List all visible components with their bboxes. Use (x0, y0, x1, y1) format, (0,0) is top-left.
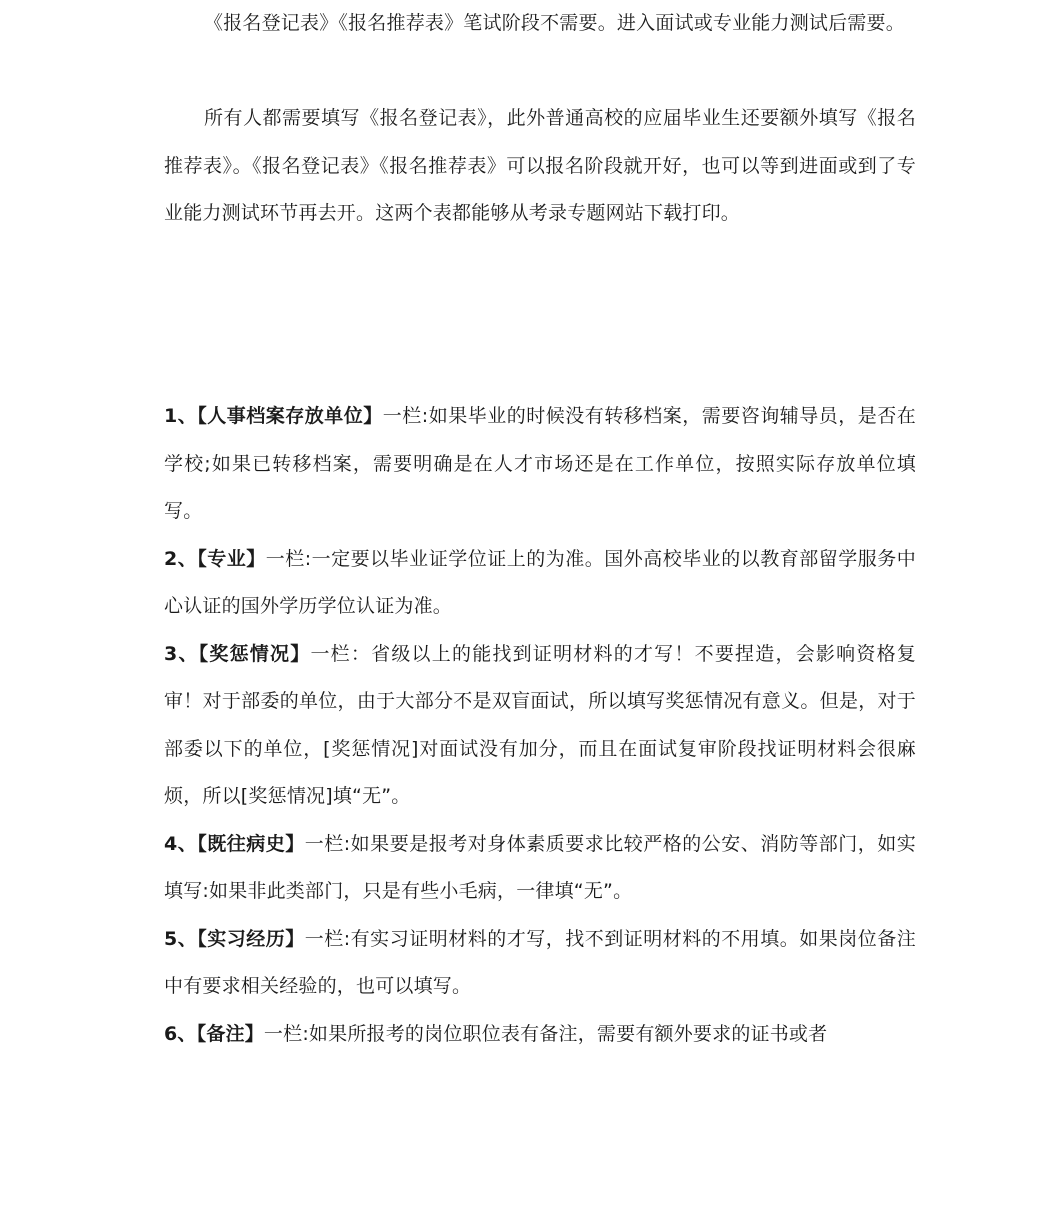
item-label: 1、【人事档案存放单位】 (164, 405, 383, 427)
item-text: 一栏:如果所报考的岗位职位表有备注，需要有额外要求的证书或者 (263, 1022, 828, 1045)
list-item (164, 1011, 916, 1059)
intro-paragraph-2: 所有人都需要填写《报名登记表》，此外普通高校的应届毕业生还要额外填写《报名推荐表》。《报名登记表》《报名推荐表》可以报名阶段就开好，也可以等到进面或到了专业能力测试环节再去开。这两个表都能够从考录专题网站下载打印。 (164, 107, 916, 224)
item-label: 2、【专业】 (164, 547, 266, 570)
instruction-list (164, 393, 916, 1058)
item-text: 一栏:一定要以毕业证学位证上的为准。国外高校毕业的以教育部留学服务中心认证的国外学历学位认证为准。 (164, 547, 916, 617)
item-text: 一栏:有实习证明材料的才写，找不到证明材料的不用填。如果岗位备注中有要求相关经验的，也可以填写。 (164, 927, 916, 997)
list-item (164, 916, 916, 1011)
item-text: 一栏:如果要是报考对身体素质要求比较严格的公安、消防等部门，如实填写:如果非此类部门，只是有些小毛病，一律填“无”。 (164, 832, 916, 902)
item-text: 一栏:如果毕业的时候没有转移档案，需要咨询辅导员，是否在学校;如果已转移档案，需要明确是在人才市场还是在工作单位，按照实际存放单位填写。 (164, 405, 916, 522)
item-label: 4、【既往病史】 (164, 832, 305, 855)
item-label: 6、【备注】 (164, 1022, 264, 1045)
intro-paragraph-1: 《报名登记表》《报名推荐表》笔试阶段不需要。进入面试或专业能力测试后需要。 (204, 12, 905, 34)
list-item (164, 821, 916, 916)
list-item (164, 536, 916, 631)
list-item (164, 631, 916, 821)
item-label: 5、【实习经历】 (164, 927, 305, 950)
item-text: 一栏：省级以上的能找到证明材料的才写！不要捏造，会影响资格复审！对于部委的单位，由于大部分不是双盲面试，所以填写奖惩情况有意义。但是，对于部委以下的单位，[奖惩情况]对面试没有加分，而且在面试复审阶段找证明材料会很麻烦，所以[奖惩情况]填“无”。 (164, 642, 916, 807)
list-item (164, 393, 916, 536)
item-label: 3、【奖惩情况】 (164, 642, 311, 665)
